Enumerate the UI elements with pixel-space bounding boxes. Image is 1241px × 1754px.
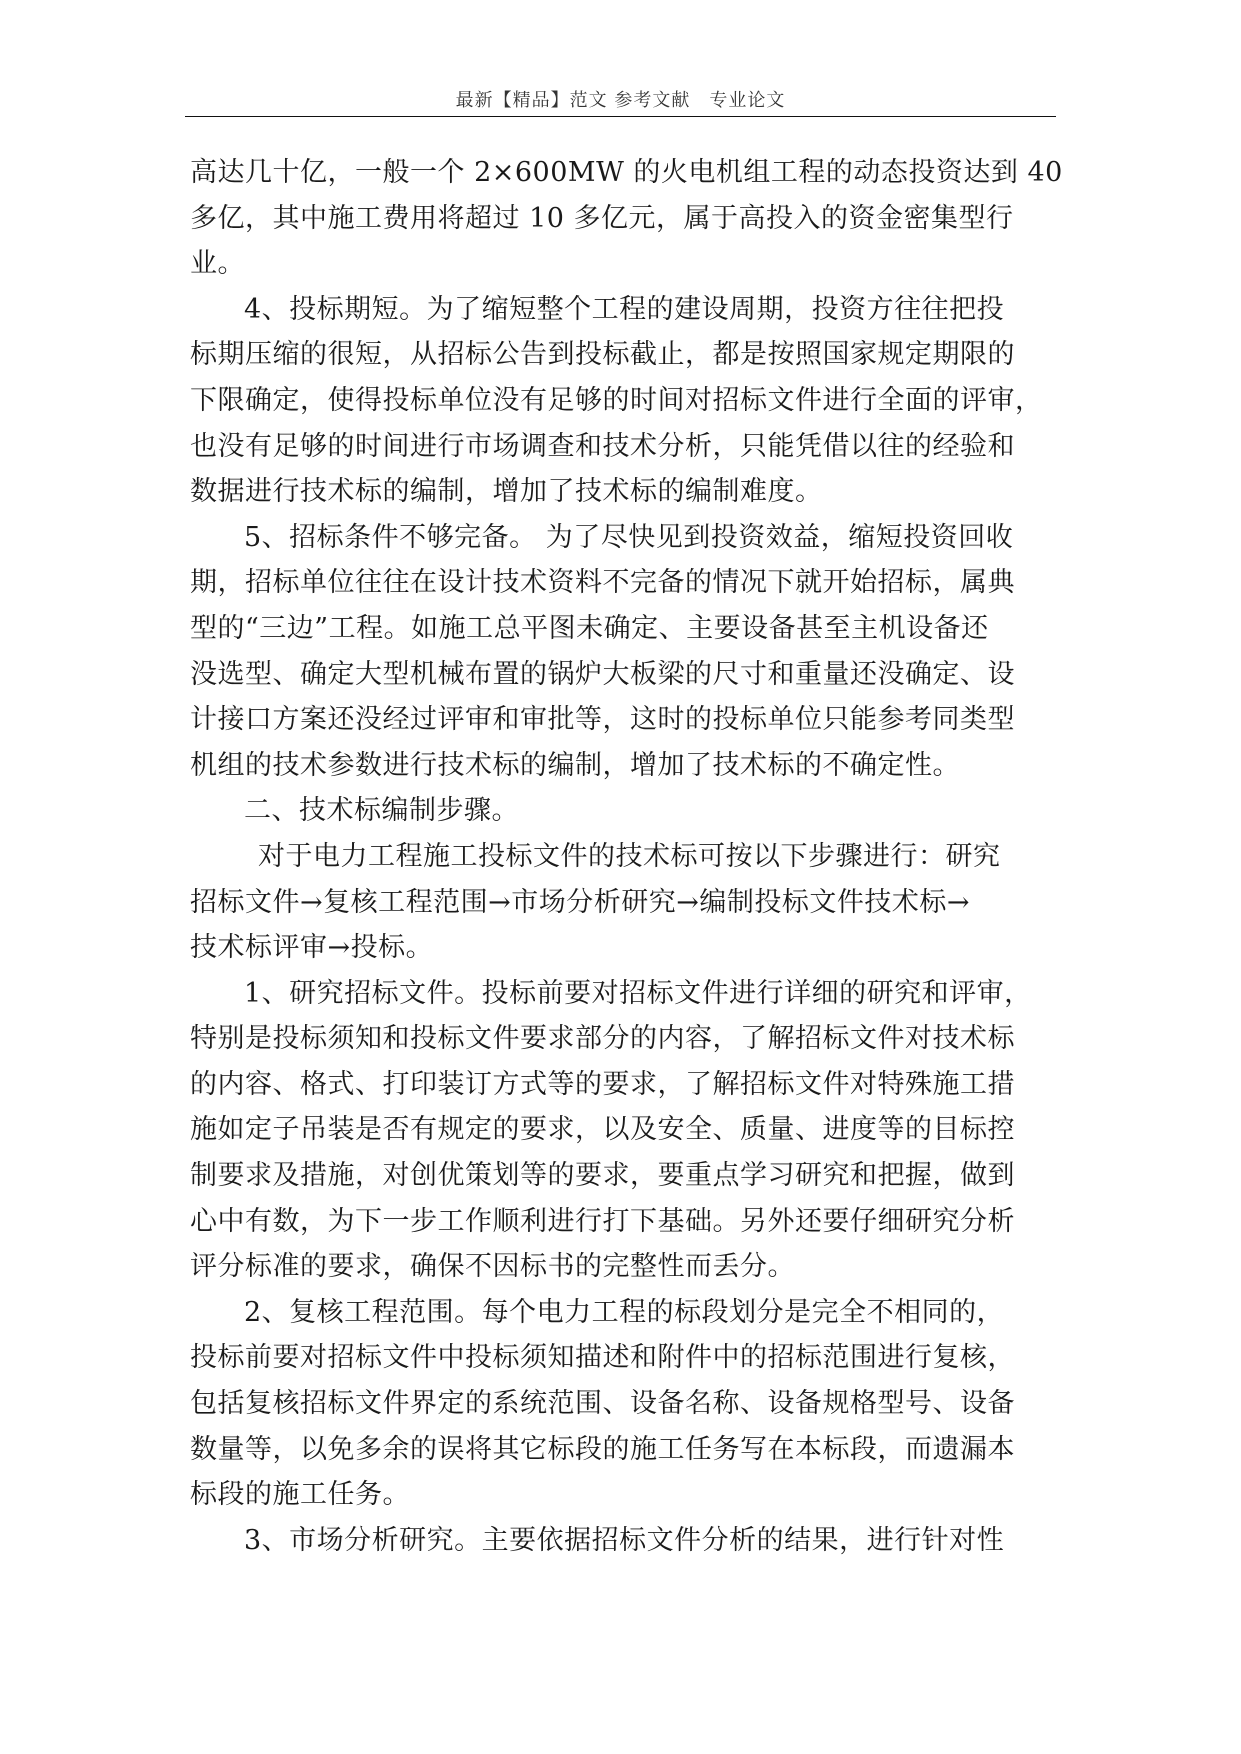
text-line: 业。	[190, 248, 245, 280]
text-line: 高达几十亿，一般一个 2×600MW 的火电机组工程的动态投资达到 40	[190, 157, 1063, 188]
text-line: 机组的技术参数进行技术标的编制，增加了技术标的不确定性。	[190, 749, 960, 781]
text-line: 投标前要对招标文件中投标须知描述和附件中的招标范围进行复核，	[190, 1342, 1015, 1374]
header-divider	[185, 116, 1056, 117]
text-line: 型的“三边”工程。如施工总平图未确定、主要设备甚至主机设备还	[190, 612, 989, 644]
text-line: 没选型、确定大型机械布置的锅炉大板梁的尺寸和重量还没确定、设	[190, 658, 1015, 690]
text-line: 计接口方案还没经过评审和审批等，这时的投标单位只能参考同类型	[190, 704, 1015, 736]
text-line: 多亿，其中施工费用将超过 10 多亿元，属于高投入的资金密集型行	[190, 202, 1014, 234]
text-line: 5、招标条件不够完备。 为了尽快见到投资效益，缩短投资回收	[244, 521, 1014, 553]
page-header: 最新【精品】范文 参考文献 专业论文	[455, 90, 786, 111]
text-line: 数据进行技术标的编制，增加了技术标的编制难度。	[190, 476, 823, 508]
text-line: 数量等，以免多余的误将其它标段的施工任务写在本标段，而遗漏本	[190, 1433, 1015, 1465]
text-line: 下限确定，使得投标单位没有足够的时间对招标文件进行全面的评审，	[190, 384, 1043, 416]
text-line: 施如定子吊装是否有规定的要求，以及安全、质量、进度等的目标控	[190, 1114, 1015, 1146]
text-line: 3、市场分析研究。主要依据招标文件分析的结果，进行针对性	[244, 1524, 1005, 1556]
text-line: 标期压缩的很短，从招标公告到投标截止，都是按照国家规定期限的	[190, 339, 1015, 371]
text-line: 2、复核工程范围。每个电力工程的标段划分是完全不相同的，	[244, 1296, 1005, 1328]
document-body	[190, 150, 1063, 1563]
text-line: 也没有足够的时间进行市场调查和技术分析，只能凭借以往的经验和	[190, 430, 1015, 462]
text-line: 标段的施工任务。	[190, 1479, 410, 1511]
section-heading: 二、技术标编制步骤。	[244, 795, 519, 827]
text-line: 1、研究招标文件。投标前要对招标文件进行详细的研究和评审，	[244, 977, 1032, 1009]
text-line: 的内容、格式、打印装订方式等的要求，了解招标文件对特殊施工措	[190, 1068, 1015, 1100]
text-line: 心中有数，为下一步工作顺利进行打下基础。另外还要仔细研究分析	[190, 1205, 1015, 1237]
text-line: 期，招标单位往往在设计技术资料不完备的情况下就开始招标，属典	[190, 567, 1015, 599]
text-line: 招标文件→复核工程范围→市场分析研究→编制投标文件技术标→	[190, 886, 970, 918]
text-line: 特别是投标须知和投标文件要求部分的内容，了解招标文件对技术标	[190, 1023, 1015, 1055]
text-line: 技术标评审→投标。	[190, 932, 434, 964]
text-line: 评分标准的要求，确保不因标书的完整性而丢分。	[190, 1251, 795, 1283]
text-line: 包括复核招标文件界定的系统范围、设备名称、设备规格型号、设备	[190, 1388, 1015, 1420]
text-line: 对于电力工程施工投标文件的技术标可按以下步骤进行：研究	[258, 840, 1001, 872]
text-line: 制要求及措施，对创优策划等的要求，要重点学习研究和把握，做到	[190, 1160, 1015, 1192]
text-line: 4、投标期短。为了缩短整个工程的建设周期，投资方往往把投	[244, 293, 1005, 325]
